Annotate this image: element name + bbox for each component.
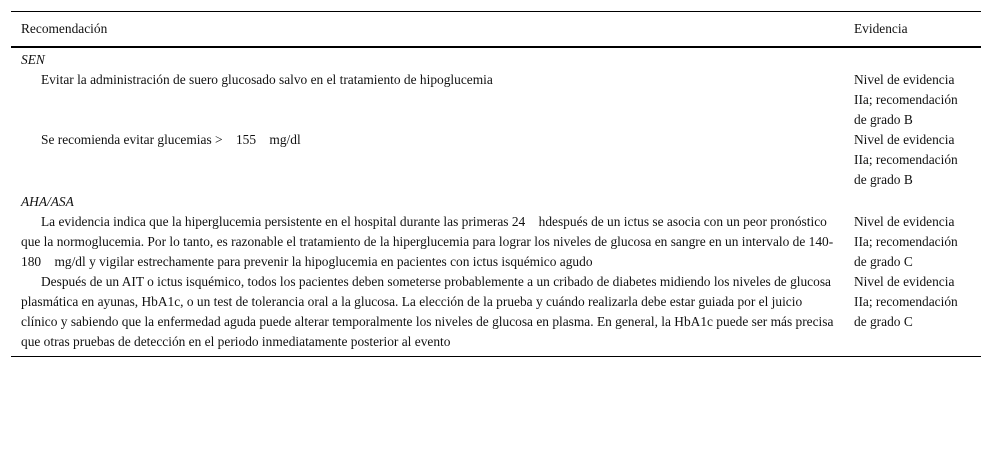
evidence-level: Nivel de evidencia IIa; recomendación de grado B [854,132,958,187]
evidence-level: Nivel de evidencia IIa; recomendación de grado C [854,274,958,329]
section-row-aha-asa [11,190,981,212]
header-evidence: Evidencia [844,12,981,48]
evidence-level: Nivel de evidencia IIa; recomendación de grado B [854,72,958,127]
table-header [11,12,981,48]
header-row [11,12,981,48]
recommendation-text: Después de un AIT o ictus isquémico, todos los pacientes deben someterse probablemente a un cribado de diabetes midiendo los niveles de glucosa plasmática en ayunas, HbA1c, o un test de tolerancia oral a la glucosa. La elección de la prueba y cuándo realizarla debe estar guiada por el juicio clínico y sabiendo que la enfermedad aguda puede alterar temporalmente los niveles de glucosa en plasma. En general, la HbA1c puede ser más precisa que otras pruebas de detección en el periodo inmediatamente posterior al evento [21,274,834,349]
recommendation-text: Evitar la administración de suero glucosado salvo en el tratamiento de hipoglucemia [41,72,493,87]
table-body [11,47,981,357]
section-title: SEN [21,52,45,67]
recommendations-table-container [11,11,981,357]
table-row [11,130,981,190]
recommendation-text: La evidencia indica que la hiperglucemia persistente en el hospital durante las primeras 24 hdespués de un ictus se asocia con un peor pronóstico que la normoglucemia. Por lo tanto, es razonable el tratamiento de la hiperglucemia para lograr los niveles de glucosa en sangre en un intervalo de 140-180 mg/dl y vigilar estrechamente para prevenir la hipoglucemia en pacientes con ictus isquémico agudo [21,214,834,269]
section-row-sen [11,47,981,70]
recommendation-text: Se recomienda evitar glucemias > 155 mg/dl [41,132,301,147]
table-row [11,212,981,272]
table-row [11,70,981,130]
header-recommendation: Recomendación [11,12,844,48]
evidence-level: Nivel de evidencia IIa; recomendación de grado C [854,214,958,269]
recommendations-table [11,11,981,357]
section-title: AHA/ASA [21,194,74,209]
table-row [11,272,981,357]
